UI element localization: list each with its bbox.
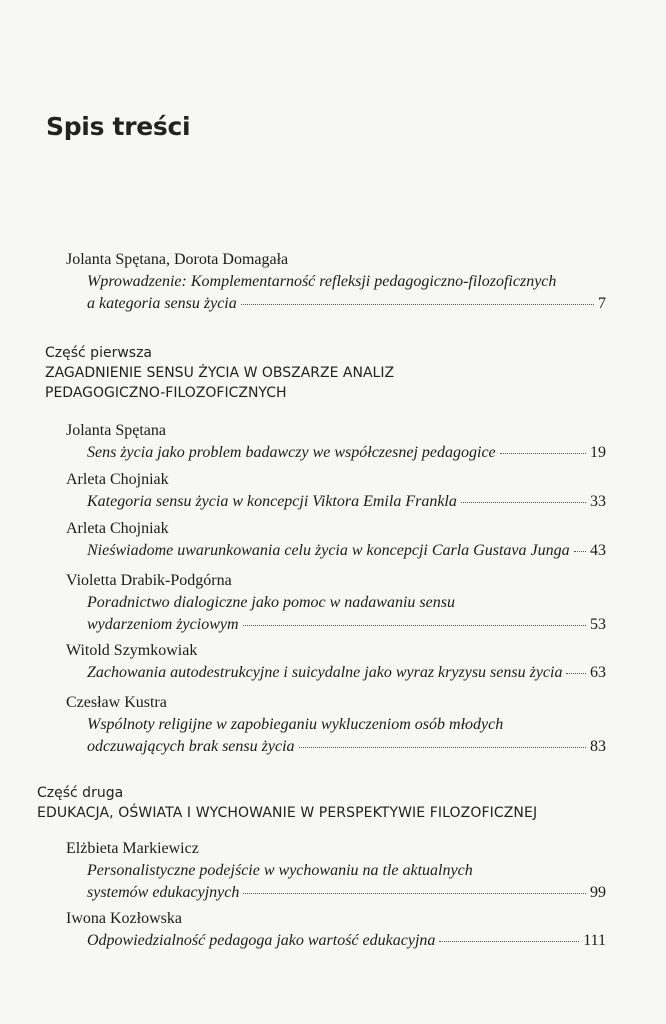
entry-author: Arleta Chojniak bbox=[66, 520, 169, 537]
entry-page-number: 33 bbox=[590, 493, 606, 510]
entry-title-last-line bbox=[66, 882, 606, 904]
part-heading-line: EDUKACJA, OŚWIATA I WYCHOWANIE W PERSPEKTYWIE FILOZOFICZNEJ bbox=[37, 805, 538, 821]
entry-title-line: Odpowiedzialność pedagoga jako wartość edukacyjna bbox=[87, 932, 436, 949]
entry-title-line: Wprowadzenie: Komplementarność refleksji pedagogiczno-filozoficznych bbox=[87, 273, 557, 290]
entry-title-line: Sens życia jako problem badawczy we współczesnej pedagogice bbox=[87, 444, 496, 461]
entry-page-number: 53 bbox=[590, 616, 606, 633]
toc-entry[interactable] bbox=[66, 570, 606, 636]
entry-page-number: 43 bbox=[590, 542, 606, 559]
entry-author: Elżbieta Markiewicz bbox=[66, 840, 199, 857]
entry-title-last-line bbox=[66, 491, 606, 513]
entry-title-last-line bbox=[66, 662, 606, 684]
dot-leader bbox=[299, 747, 586, 748]
entry-title-line: Personalistyczne podejście w wychowaniu na tle aktualnych bbox=[87, 862, 473, 879]
dot-leader bbox=[574, 551, 586, 552]
dot-leader bbox=[500, 453, 586, 454]
entry-title-line: Zachowania autodestrukcyjne i suicydalne jako wyraz kryzysu sensu życia bbox=[87, 664, 563, 681]
dot-leader bbox=[461, 502, 586, 503]
part-heading-1 bbox=[45, 343, 394, 403]
entry-title-last-line bbox=[66, 540, 606, 562]
entry-page-number: 63 bbox=[590, 664, 606, 681]
part-label: Część druga bbox=[37, 785, 124, 801]
entry-page-number: 99 bbox=[590, 884, 606, 901]
entry-title-line: wydarzeniom życiowym bbox=[87, 616, 239, 633]
entry-title-last-line bbox=[66, 293, 606, 315]
part-heading-2 bbox=[37, 783, 537, 823]
toc-entry[interactable] bbox=[66, 640, 606, 684]
entry-title-last-line bbox=[66, 442, 606, 464]
dot-leader bbox=[439, 941, 579, 942]
entry-author: Arleta Chojniak bbox=[66, 471, 169, 488]
dot-leader bbox=[241, 304, 594, 305]
entry-title-line: Nieświadome uwarunkowania celu życia w koncepcji Carla Gustava Junga bbox=[87, 542, 570, 559]
entry-title-line: systemów edukacyjnych bbox=[87, 884, 240, 901]
entry-title-line: a kategoria sensu życia bbox=[87, 295, 237, 312]
dot-leader bbox=[566, 673, 586, 674]
entry-author: Violetta Drabik-Podgórna bbox=[66, 572, 232, 589]
entry-title-last-line bbox=[66, 736, 606, 758]
part-heading-line: PEDAGOGICZNO-FILOZOFICZNYCH bbox=[45, 385, 287, 401]
entry-author: Jolanta Spętana bbox=[66, 422, 166, 439]
toc-entry[interactable] bbox=[66, 469, 606, 513]
entry-title-last-line bbox=[66, 614, 606, 636]
entry-title-line: odczuwających brak sensu życia bbox=[87, 738, 295, 755]
entry-title-last-line bbox=[66, 930, 606, 952]
toc-entry[interactable] bbox=[66, 518, 606, 562]
dot-leader bbox=[243, 625, 586, 626]
entry-author: Jolanta Spętana, Dorota Domagała bbox=[66, 251, 289, 268]
entry-title-line: Poradnictwo dialogiczne jako pomoc w nadawaniu sensu bbox=[87, 594, 455, 611]
part-label: Część pierwsza bbox=[45, 345, 152, 361]
entry-title-line: Kategoria sensu życia w koncepcji Viktora Emila Frankla bbox=[87, 493, 457, 510]
page-title: Spis treści bbox=[46, 112, 191, 141]
entry-author: Czesław Kustra bbox=[66, 694, 167, 711]
toc-entry[interactable] bbox=[66, 692, 606, 758]
toc-entry[interactable] bbox=[66, 420, 606, 464]
entry-page-number: 19 bbox=[590, 444, 606, 461]
toc-entry[interactable] bbox=[66, 838, 606, 904]
entry-page-number: 111 bbox=[583, 932, 606, 949]
dot-leader bbox=[243, 893, 586, 894]
part-heading-line: ZAGADNIENIE SENSU ŻYCIA W OBSZARZE ANALIZ bbox=[45, 365, 395, 381]
entry-page-number: 7 bbox=[598, 295, 606, 312]
entry-author: Iwona Kozłowska bbox=[66, 910, 182, 927]
toc-entry[interactable] bbox=[66, 908, 606, 952]
entry-page-number: 83 bbox=[590, 738, 606, 755]
entry-title-line: Wspólnoty religijne w zapobieganiu wykluczeniom osób młodych bbox=[87, 716, 504, 733]
entry-author: Witold Szymkowiak bbox=[66, 642, 198, 659]
toc-entry-intro[interactable] bbox=[66, 249, 606, 315]
